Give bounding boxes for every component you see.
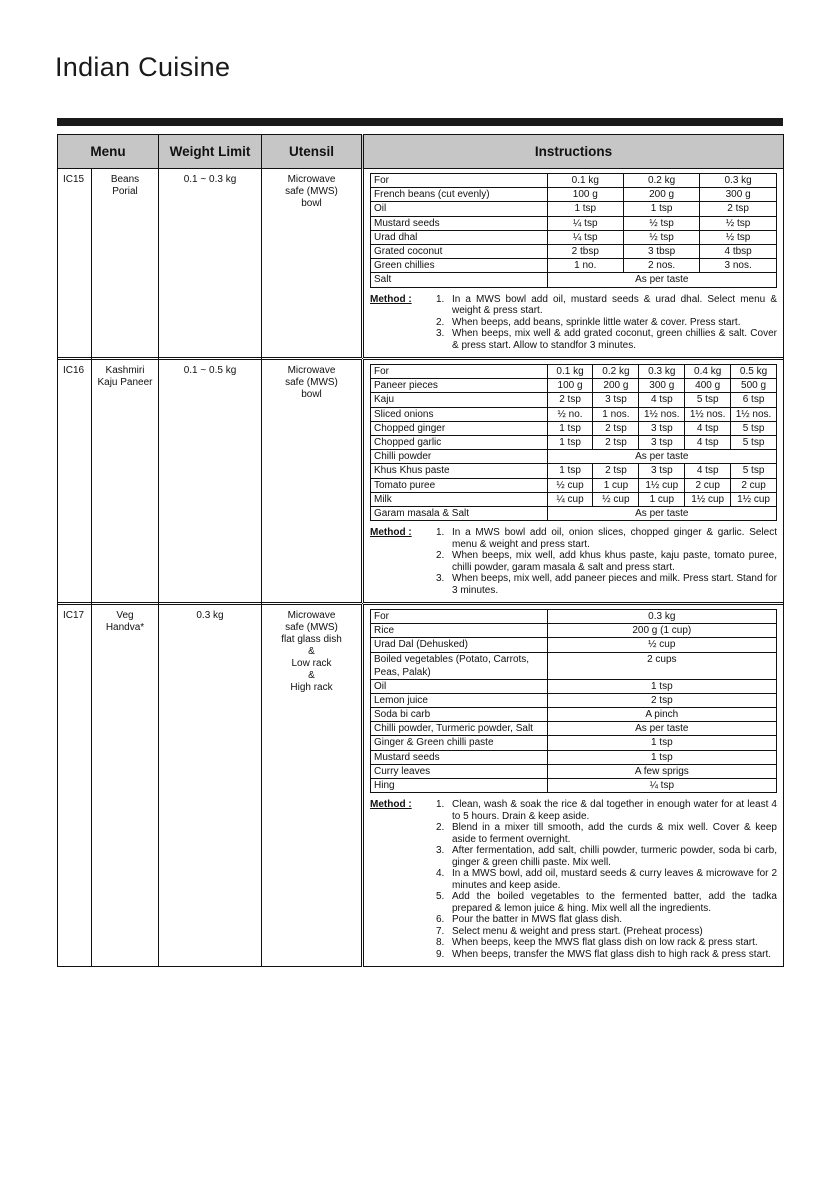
- ingredient-name: Chopped garlic: [371, 435, 548, 449]
- ingredient-amount: 1½ nos.: [685, 407, 731, 421]
- weight-limit: 0.1 ~ 0.5 kg: [159, 360, 262, 603]
- utensil: [262, 169, 363, 358]
- ingredient-amount: ½ tsp: [700, 216, 777, 230]
- ingredient-amount: 1 no.: [547, 259, 623, 273]
- ingredient-amount: 1½ cup: [685, 492, 731, 506]
- ingredient-amount: 2 cup: [731, 478, 777, 492]
- ingredients-table: [370, 173, 777, 288]
- step-number: 5.: [436, 891, 445, 903]
- ingredient-amount: A pinch: [547, 708, 776, 722]
- ingredient-row: [371, 679, 777, 693]
- ingredient-amount: ½ cup: [547, 638, 776, 652]
- ingredient-amount: 1 tsp: [547, 435, 593, 449]
- method-steps: [420, 527, 777, 596]
- recipe-menu-name: [92, 605, 159, 967]
- utensil-line: Low rack: [291, 658, 332, 670]
- utensil-line: flat glass dish: [281, 634, 342, 646]
- ingredient-name: Garam masala & Salt: [371, 506, 548, 520]
- method-step: [436, 914, 777, 926]
- menu-name-line: Kaju Paneer: [97, 377, 153, 388]
- ingredient-amount: 1½ nos.: [639, 407, 685, 421]
- step-number: 6.: [436, 914, 445, 926]
- ingredient-row: [371, 365, 777, 379]
- ingredient-amount: ¼ tsp: [547, 778, 776, 792]
- ingredient-row: [371, 610, 777, 624]
- ingredient-row: [371, 638, 777, 652]
- step-number: 7.: [436, 925, 445, 937]
- ingredient-row: [371, 216, 777, 230]
- method-step: [436, 328, 777, 351]
- ingredient-row: [371, 450, 777, 464]
- ingredients-table: [370, 364, 777, 521]
- ingredient-name: French beans (cut evenly): [371, 188, 548, 202]
- utensil-line: bowl: [301, 389, 322, 400]
- ingredient-amount: 1 tsp: [547, 202, 623, 216]
- ingredient-amount: 2 tsp: [593, 464, 639, 478]
- step-text: When beeps, mix well & add grated coconut, green chillies & salt. Cover & press start. Allow to standfor 3 minutes.: [452, 328, 777, 351]
- utensil: [262, 605, 363, 967]
- ingredient-amount: 5 tsp: [731, 435, 777, 449]
- step-text: Clean, wash & soak the rice & dal together in enough water for at least 4 to 5 hours. Drain & keep aside.: [452, 799, 777, 822]
- utensil-line: &: [308, 646, 315, 658]
- step-text: Select menu & weight and press start. (Preheat process): [452, 925, 703, 937]
- ingredient-amount: 300 g: [639, 379, 685, 393]
- ingredient-amount: 3 tsp: [639, 464, 685, 478]
- ingredient-amount: 0.1 kg: [547, 365, 593, 379]
- header-weight-limit: Weight Limit: [159, 135, 262, 169]
- ingredient-amount: ¼ cup: [547, 492, 593, 506]
- ingredient-amount: 2 tsp: [593, 435, 639, 449]
- menu-name-line: Porial: [112, 186, 138, 197]
- ingredient-amount: 0.3 kg: [639, 365, 685, 379]
- step-text: In a MWS bowl add oil, mustard seeds & urad dhal. Select menu & weight & press start.: [452, 293, 777, 316]
- ingredient-name: Urad Dal (Dehusked): [371, 638, 548, 652]
- ingredient-amount: 5 tsp: [731, 421, 777, 435]
- ingredient-amount: 200 g: [593, 379, 639, 393]
- ingredient-amount: 0.1 kg: [547, 174, 623, 188]
- ingredient-name: Chilli powder, Turmeric powder, Salt: [371, 722, 548, 736]
- recipe-row: [58, 169, 784, 358]
- step-text: When beeps, add beans, sprinkle little water & cover. Press start.: [452, 316, 741, 328]
- ingredient-amount: As per taste: [547, 273, 776, 287]
- method-step: [436, 926, 777, 938]
- recipe-menu-name: [92, 360, 159, 603]
- ingredient-amount: 2 tbsp: [547, 244, 623, 258]
- ingredient-amount: 200 g: [623, 188, 699, 202]
- ingredient-amount: ½ tsp: [700, 230, 777, 244]
- ingredient-amount: 4 tsp: [685, 464, 731, 478]
- method-label: Method :: [370, 293, 412, 305]
- method-label: Method :: [370, 799, 412, 811]
- method-label: Method :: [370, 527, 412, 539]
- ingredient-name: Soda bi carb: [371, 708, 548, 722]
- ingredient-name: Curry leaves: [371, 764, 548, 778]
- ingredient-row: [371, 478, 777, 492]
- ingredient-amount: 2 cup: [685, 478, 731, 492]
- step-text: After fermentation, add salt, chilli powder, turmeric powder, soda bi carb, ginger & green chilli paste. Mix well.: [452, 845, 777, 868]
- ingredient-name: Lemon juice: [371, 693, 548, 707]
- step-number: 1.: [436, 527, 445, 539]
- ingredient-amount: ½ no.: [547, 407, 593, 421]
- ingredient-amount: 1 cup: [593, 478, 639, 492]
- step-number: 2.: [436, 550, 445, 562]
- step-number: 9.: [436, 948, 445, 960]
- method-step: [436, 868, 777, 891]
- utensil: [262, 360, 363, 603]
- ingredient-name: Hing: [371, 778, 548, 792]
- method-step: [436, 527, 777, 550]
- ingredient-amount: 1 tsp: [547, 750, 776, 764]
- ingredient-amount: ½ cup: [593, 492, 639, 506]
- ingredient-name: Sliced onions: [371, 407, 548, 421]
- method-step: [436, 550, 777, 573]
- header-menu: Menu: [58, 135, 159, 169]
- utensil-line: safe (MWS): [285, 186, 338, 197]
- method-steps: [420, 799, 777, 960]
- ingredient-amount: 5 tsp: [685, 393, 731, 407]
- utensil-line: &: [308, 670, 315, 682]
- utensil-line: High rack: [290, 682, 333, 694]
- ingredient-amount: 0.2 kg: [593, 365, 639, 379]
- method-section: [370, 294, 777, 352]
- ingredient-amount: A few sprigs: [547, 764, 776, 778]
- step-text: When beeps, keep the MWS flat glass dish on low rack & press start.: [452, 937, 758, 949]
- method-section: [370, 799, 777, 960]
- method-step: [436, 891, 777, 914]
- ingredient-name: Green chillies: [371, 259, 548, 273]
- ingredient-amount: 400 g: [685, 379, 731, 393]
- step-text: When beeps, transfer the MWS flat glass dish to high rack & press start.: [452, 948, 772, 960]
- ingredient-amount: 300 g: [700, 188, 777, 202]
- method-step: [436, 822, 777, 845]
- ingredient-amount: 4 tbsp: [700, 244, 777, 258]
- ingredient-row: [371, 778, 777, 792]
- ingredient-row: [371, 624, 777, 638]
- ingredient-name: Rice: [371, 624, 548, 638]
- step-number: 1.: [436, 293, 445, 305]
- recipe-code: IC16: [58, 360, 92, 603]
- ingredients-table: [370, 609, 777, 793]
- method-step: [436, 949, 777, 961]
- ingredient-row: [371, 652, 777, 679]
- step-number: 2.: [436, 822, 445, 834]
- recipe-menu-name: [92, 169, 159, 358]
- ingredient-amount: 1½ cup: [731, 492, 777, 506]
- ingredient-name: Boiled vegetables (Potato, Carrots, Peas, Palak): [371, 652, 548, 679]
- ingredient-amount: 2 cups: [547, 652, 776, 679]
- recipe-code: IC17: [58, 605, 92, 967]
- ingredient-amount: 0.5 kg: [731, 365, 777, 379]
- ingredient-row: [371, 750, 777, 764]
- ingredient-row: [371, 259, 777, 273]
- ingredient-amount: 1 tsp: [547, 464, 593, 478]
- ingredient-amount: ½ cup: [547, 478, 593, 492]
- step-text: In a MWS bowl, add oil, mustard seeds & curry leaves & microwave for 2 minutes and keep aside.: [452, 868, 777, 891]
- ingredient-row: [371, 202, 777, 216]
- ingredient-amount: 1½ cup: [639, 478, 685, 492]
- ingredient-amount: 4 tsp: [685, 421, 731, 435]
- method-step: [436, 573, 777, 596]
- ingredient-row: [371, 708, 777, 722]
- ingredient-row: [371, 421, 777, 435]
- step-number: 3.: [436, 573, 445, 585]
- ingredient-name: For: [371, 365, 548, 379]
- utensil-line: Microwave: [287, 365, 336, 376]
- ingredient-amount: 1 tsp: [547, 679, 776, 693]
- menu-name-line: Veg: [116, 610, 134, 622]
- step-text: Pour the batter in MWS flat glass dish.: [452, 914, 623, 926]
- ingredient-amount: 100 g: [547, 188, 623, 202]
- ingredient-name: Milk: [371, 492, 548, 506]
- method-steps: [420, 294, 777, 352]
- step-number: 4.: [436, 868, 445, 880]
- ingredient-amount: 1 tsp: [623, 202, 699, 216]
- ingredient-amount: 0.2 kg: [623, 174, 699, 188]
- ingredient-row: [371, 464, 777, 478]
- utensil-line: safe (MWS): [285, 377, 338, 388]
- ingredient-amount: 2 tsp: [593, 421, 639, 435]
- ingredient-row: [371, 244, 777, 258]
- ingredient-name: Salt: [371, 273, 548, 287]
- instructions-cell: [363, 605, 784, 967]
- ingredient-row: [371, 693, 777, 707]
- utensil-line: Microwave: [287, 610, 336, 622]
- ingredient-name: Oil: [371, 679, 548, 693]
- ingredient-amount: 200 g (1 cup): [547, 624, 776, 638]
- ingredient-amount: 3 nos.: [700, 259, 777, 273]
- menu-name-line: Beans: [110, 174, 140, 185]
- ingredient-row: [371, 736, 777, 750]
- step-text: When beeps, mix well, add paneer pieces and milk. Press start. Stand for 3 minutes.: [452, 573, 777, 596]
- step-number: 2.: [436, 316, 445, 328]
- instructions-cell: [363, 169, 784, 358]
- ingredient-name: Oil: [371, 202, 548, 216]
- menu-name-line: Kashmiri: [105, 365, 145, 376]
- ingredient-amount: ¼ tsp: [547, 230, 623, 244]
- ingredient-name: Mustard seeds: [371, 750, 548, 764]
- step-text: When beeps, mix well, add khus khus paste, kaju paste, tomato puree, chilli powder, garam masala & salt and press start.: [452, 550, 777, 573]
- ingredient-row: [371, 435, 777, 449]
- ingredient-amount: ¼ tsp: [547, 216, 623, 230]
- method-step: [436, 799, 777, 822]
- step-number: 1.: [436, 799, 445, 811]
- ingredient-row: [371, 764, 777, 778]
- title-rule: [57, 118, 783, 126]
- ingredient-amount: 6 tsp: [731, 393, 777, 407]
- ingredient-amount: 1 cup: [639, 492, 685, 506]
- ingredient-amount: 5 tsp: [731, 464, 777, 478]
- step-text: In a MWS bowl add oil, onion slices, chopped ginger & garlic. Select menu & weight and press start.: [452, 527, 777, 550]
- ingredient-amount: 4 tsp: [639, 393, 685, 407]
- header-utensil: Utensil: [262, 135, 363, 169]
- page-title: Indian Cuisine: [55, 52, 231, 82]
- ingredient-name: Tomato puree: [371, 478, 548, 492]
- ingredient-amount: 3 tbsp: [623, 244, 699, 258]
- ingredient-row: [371, 379, 777, 393]
- ingredient-name: Chopped ginger: [371, 421, 548, 435]
- ingredient-amount: 1 nos.: [593, 407, 639, 421]
- ingredient-amount: 1½ nos.: [731, 407, 777, 421]
- ingredient-amount: 3 tsp: [639, 435, 685, 449]
- step-number: 8.: [436, 937, 445, 949]
- method-step: [436, 937, 777, 949]
- ingredient-name: Chilli powder: [371, 450, 548, 464]
- method-step: [436, 294, 777, 317]
- ingredient-name: Mustard seeds: [371, 216, 548, 230]
- recipe-row: [58, 605, 784, 967]
- ingredient-name: For: [371, 174, 548, 188]
- ingredient-amount: As per taste: [547, 450, 776, 464]
- ingredient-name: For: [371, 610, 548, 624]
- method-step: [436, 317, 777, 329]
- method-step: [436, 845, 777, 868]
- header-instructions: Instructions: [363, 135, 784, 169]
- recipe-code: IC15: [58, 169, 92, 358]
- ingredient-name: Urad dhal: [371, 230, 548, 244]
- utensil-line: Microwave: [287, 174, 336, 185]
- ingredient-amount: 3 tsp: [639, 421, 685, 435]
- ingredient-row: [371, 492, 777, 506]
- utensil-line: bowl: [301, 198, 322, 209]
- ingredient-name: Kaju: [371, 393, 548, 407]
- recipe-table: [57, 134, 784, 967]
- ingredient-amount: 1 tsp: [547, 421, 593, 435]
- ingredient-row: [371, 506, 777, 520]
- ingredient-row: [371, 188, 777, 202]
- ingredient-amount: As per taste: [547, 722, 776, 736]
- ingredient-amount: 4 tsp: [685, 435, 731, 449]
- ingredient-name: Paneer pieces: [371, 379, 548, 393]
- ingredient-amount: As per taste: [547, 506, 776, 520]
- step-text: Blend in a mixer till smooth, add the curds & mix well. Cover & keep aside to ferment overnight.: [452, 822, 777, 845]
- ingredient-amount: 100 g: [547, 379, 593, 393]
- ingredient-amount: 1 tsp: [547, 736, 776, 750]
- ingredient-amount: 2 tsp: [547, 693, 776, 707]
- ingredient-amount: 3 tsp: [593, 393, 639, 407]
- ingredient-amount: 2 tsp: [547, 393, 593, 407]
- ingredient-name: Grated coconut: [371, 244, 548, 258]
- ingredient-row: [371, 407, 777, 421]
- ingredient-amount: ½ tsp: [623, 230, 699, 244]
- header-row: [58, 135, 784, 169]
- ingredient-amount: 0.4 kg: [685, 365, 731, 379]
- weight-limit: 0.1 ~ 0.3 kg: [159, 169, 262, 358]
- ingredient-name: Ginger & Green chilli paste: [371, 736, 548, 750]
- ingredient-name: Khus Khus paste: [371, 464, 548, 478]
- instructions-cell: [363, 360, 784, 603]
- ingredient-amount: 2 nos.: [623, 259, 699, 273]
- ingredient-row: [371, 174, 777, 188]
- ingredient-row: [371, 230, 777, 244]
- method-section: [370, 527, 777, 596]
- ingredient-amount: 0.3 kg: [700, 174, 777, 188]
- ingredient-amount: 500 g: [731, 379, 777, 393]
- step-text: Add the boiled vegetables to the fermented batter, add the tadka prepared & lemon juice & hing. Mix well all the ingredients.: [452, 891, 777, 914]
- ingredient-amount: 2 tsp: [700, 202, 777, 216]
- step-number: 3.: [436, 328, 445, 339]
- utensil-line: safe (MWS): [285, 622, 338, 634]
- weight-limit: 0.3 kg: [159, 605, 262, 967]
- ingredient-row: [371, 393, 777, 407]
- ingredient-row: [371, 722, 777, 736]
- ingredient-amount: ½ tsp: [623, 216, 699, 230]
- ingredient-row: [371, 273, 777, 287]
- recipe-row: [58, 360, 784, 603]
- menu-name-line: Handva*: [105, 622, 145, 634]
- ingredient-amount: 0.3 kg: [547, 610, 776, 624]
- step-number: 3.: [436, 845, 445, 857]
